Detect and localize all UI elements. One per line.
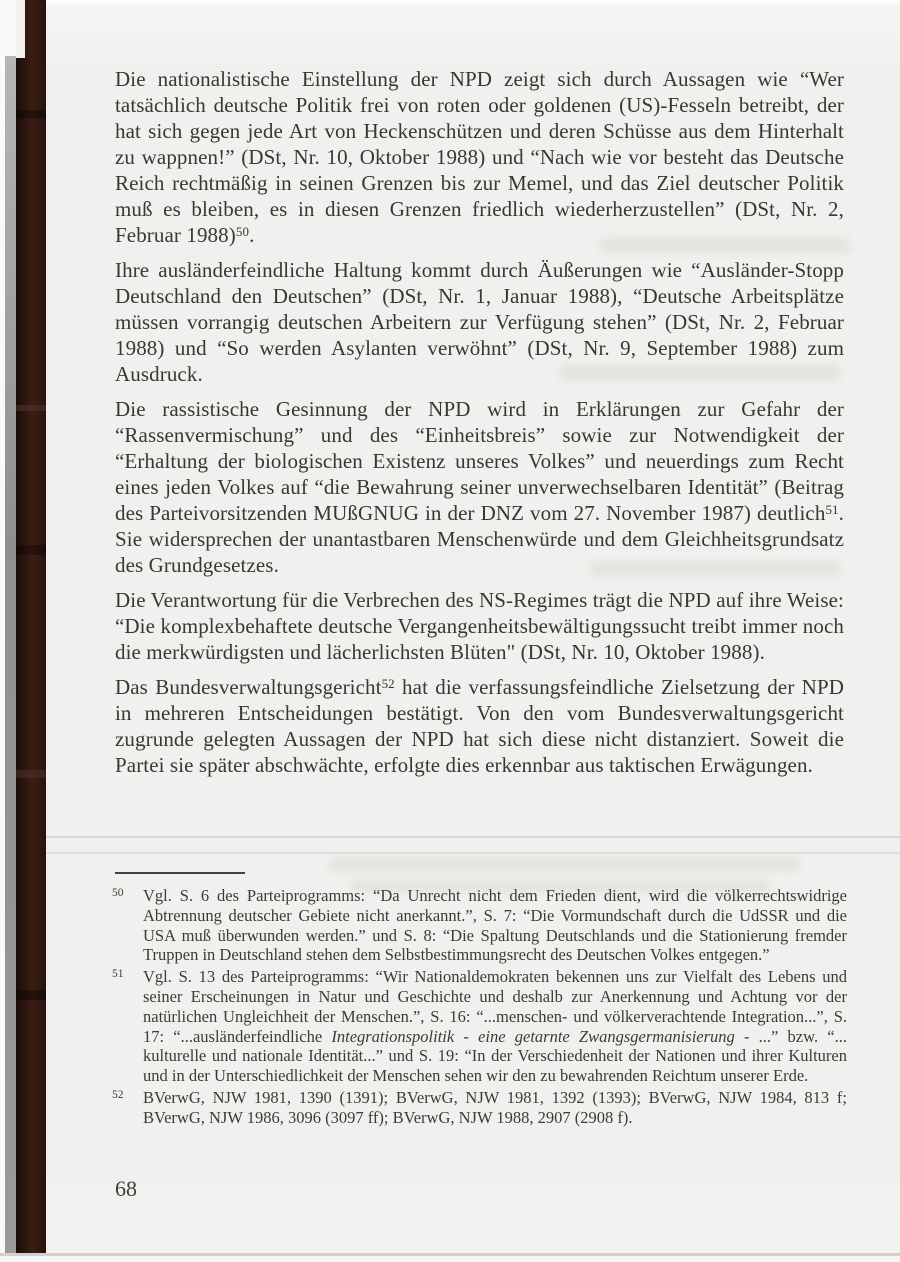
text-run: Die Verantwortung für die Verbrechen des NS-Regimes trägt die NPD auf ihre Weise: “Die komplexbehaftete deutsche Vergangenheitsbewältigungssucht treibt immer noch die merkwürdigsten und lächerlichsten Blüten" (DSt, Nr. 10, Oktober 1988).	[115, 588, 844, 664]
text-run: BVerwG, NJW 1981, 1390 (1391); BVerwG, NJW 1981, 1392 (1393); BVerwG, NJW 1984, 813 f; BVerwG, NJW 1986, 3096 (3097 ff); BVerwG, NJW 1988, 2907 (2908 f).	[143, 1087, 847, 1127]
page-number: 68	[115, 1176, 137, 1201]
footnote-reference: 50	[235, 224, 250, 239]
text-run: Integrationspolitik	[331, 1026, 455, 1046]
footnote	[110, 967, 847, 1086]
body-paragraph	[115, 674, 844, 778]
body-text	[115, 66, 844, 787]
text-run: Vgl. S. 13 des Parteiprogramms: “Wir Nationaldemokraten bekennen uns zur Vielfalt des Lebens und seiner Erscheinungen in Natur und Geschichte und deshalb zur Anerkennung und Achtung vor der natürlichen Ungleichheit der Menschen.”, S. 16: “...menschen- und völkerverachtende Integration...”, S. 17: “...ausländerfeindliche	[143, 967, 847, 1046]
binding-segment	[16, 990, 46, 1000]
footnote-marker: 52	[112, 1088, 124, 1101]
text-run: Die rassistische Gesinnung der NPD wird in Erklärungen zur Gefahr der “Rassenvermischung” und des “Einheitsbreis” sowie zur Notwendigkeit der “Erhaltung der biologischen Existenz unseres Volkes” und neuerdings zum Recht eines jeden Volkes auf “die Bewahrung seiner unverwechselbaren Identität” (Beitrag des Parteivorsitzenden MUßGNUG in der DNZ vom 27. November 1987) deutlich	[115, 397, 844, 525]
bleedthrough-artifact	[330, 858, 800, 871]
binding-segment	[16, 545, 46, 555]
footnote-reference: 51	[825, 502, 839, 517]
scan-artifact-line	[46, 852, 900, 854]
scan-top-edge	[0, 0, 900, 3]
footnotes-block	[110, 886, 847, 1130]
scan-artifact-line	[46, 836, 900, 838]
binding-top-notch	[16, 0, 25, 58]
text-run: -	[454, 1026, 479, 1046]
binding-segment	[16, 770, 46, 778]
text-run: Vgl. S. 6 des Parteiprogramms: “Da Unrecht nicht dem Frieden dient, wird die völkerrechtswidrige Abtrennung deutscher Gebiete nicht anerkannt.”, S. 7: “Die Vormundschaft durch die UdSSR und die USA muß überwunden werden.” und S. 8: “Die Spaltung Deutschlands und die Stationierung fremder Truppen in Deutschland stehen dem Selbstbestimmungsrecht des Deutschen Volkes entgegen.”	[143, 886, 847, 965]
text-run: hat die verfassungsfeindliche Zielsetzung der NPD in mehreren Entscheidungen bestätigt. Von den vom Bundesverwaltungsgericht zugrunde gelegten Aussagen der NPD hat sich diese nicht distanziert. Soweit die Partei sie später abschwächte, erfolgte dies erkennbar aus taktischen Erwägungen.	[115, 675, 844, 777]
footnote	[110, 886, 847, 965]
binding-segment	[16, 405, 46, 411]
footnote-marker: 50	[112, 887, 124, 899]
text-run: Ihre ausländerfeindliche Haltung kommt durch Äußerungen wie “Ausländer-Stopp Deutschland den Deutschen” (DSt, Nr. 1, Januar 1988), “Deutsche Arbeitsplätze müssen vorrangig deutschen Arbeitern zur Verfügung stehen” (DSt, Nr. 2, Februar 1988) und “So werden Asylanten verwöhnt” (DSt, Nr. 9, September 1988) zum Ausdruck.	[115, 258, 844, 386]
body-paragraph	[115, 587, 844, 665]
binding-segment	[16, 110, 46, 118]
text-run: Die nationalistische Einstellung der NPD zeigt sich durch Aussagen wie “Wer tatsächlich deutsche Politik frei von roten oder goldenen (US)-Fesseln betreibt, der hat sich gegen jede Art von Heckenschützen und deren Schüsse aus dem Hinterhalt zu wappnen!” (DSt, Nr. 10, Oktober 1988) und “Nach wie vor besteht das Deutsche Reich rechtmäßig in seinen Grenzen bis zur Memel, und das Ziel deutscher Politik muß es bleiben, es in diesen Grenzen friedlich wiederherzustellen” (DSt, Nr. 2, Februar 1988)	[115, 67, 844, 247]
footnote-separator	[115, 872, 245, 874]
text-run: eine getarnte Zwangsgermanisierung	[478, 1026, 735, 1046]
body-paragraph	[115, 396, 844, 578]
binding-edge	[16, 0, 46, 1262]
text-run: - ...” bzw. “... kulturelle und nationale Identität...” und S. 19: “In der Verschiedenheit der Nationen und ihrer Kulturen und in der Unterschiedlichkeit der Menschen sehen wir den zu bewahrenden Reichtum unserer Erde.	[143, 1026, 847, 1086]
footnote-reference: 52	[381, 676, 395, 691]
body-paragraph	[115, 257, 844, 387]
body-paragraph	[115, 66, 844, 248]
footnote	[110, 1088, 847, 1128]
footnote-marker: 51	[112, 968, 124, 981]
text-run: .	[249, 223, 255, 247]
text-run: Das Bundesverwaltungsgericht	[115, 675, 382, 699]
scan-bottom-band	[0, 1256, 900, 1262]
text-run: . Sie widersprechen der unantastbaren Menschenwürde und dem Gleichheitsgrundsatz des Grundgesetzes.	[115, 501, 844, 577]
